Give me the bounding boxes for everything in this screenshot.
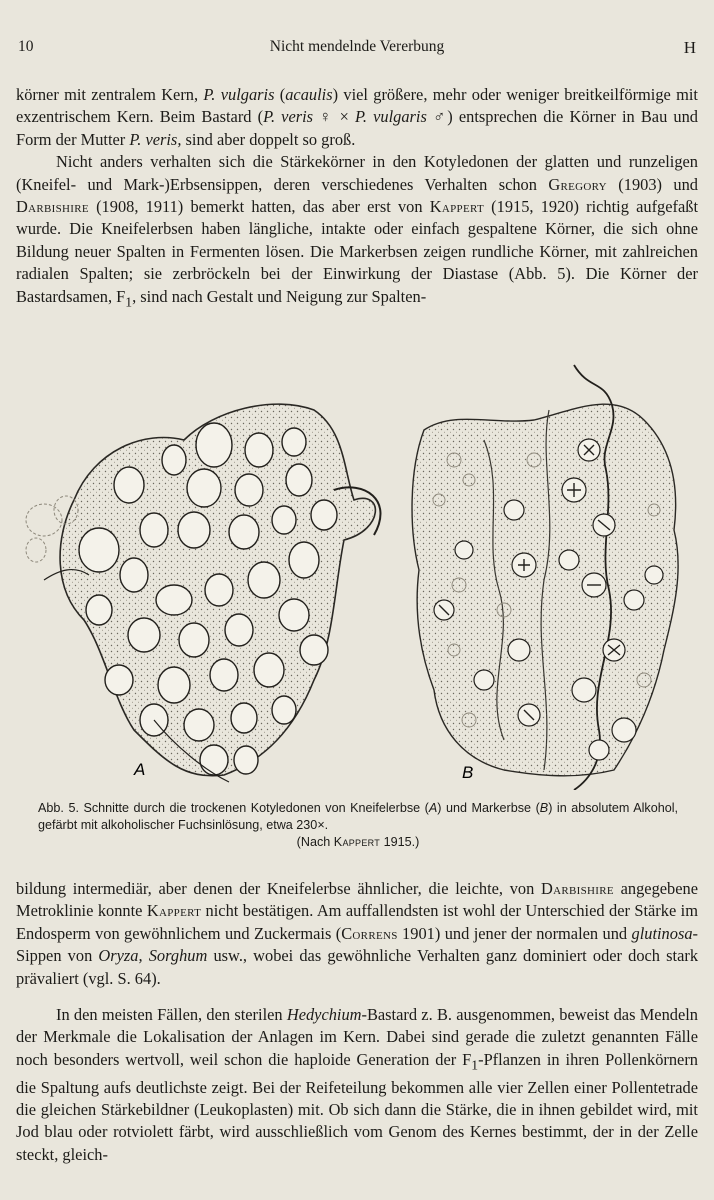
paragraph-4: In den meisten Fällen, den sterilen Hedychium-Bastard z. B. ausgenommen, beweist das Mendeln der Merkmale die Lokalisation der Anlagen im Kern. Dabei sind gerade die zuletzt genannten Fälle noch besonders wertvoll, weil schon die haploide Generation der $F_1$-Pflanzen in ihren Pollenkörnern die Spaltung aufs deutlichste zeigt. Bei der Reifeteilung bekommen alle vier Zellen einer Pollentetrade die gleichen Stärkebildner (Leukoplasten) mit. Ob sich dann die Stärke, die in ihnen gebildet wird, mit Jod blau oder rotviolett färbt, wird ausschließlich vom Genom des Kernes bestimmt, der in der Zelle steckt, gleich-	[16, 1005, 698, 1164]
panel-a-label: A	[134, 760, 146, 779]
figure-caption: Abb. 5. Schnitte durch die trockenen Kotyledonen von Kneifelerbse (A) und Markerbse (B) in absolutem Alkohol, gefärbt mit alkoholischer Fuchsinlösung, etwa 230×. (Nach Kappert 1915.)	[38, 801, 678, 849]
panel-a-drawing	[26, 404, 380, 782]
panel-b-label: B	[462, 763, 474, 782]
text-block-bottom	[16, 878, 698, 1166]
paragraph-3: bildung intermediär, aber denen der Kneifelerbse ähnlicher, die leichte, von Darbishire angegebene Metroklinie konnte Kappert nicht bestätigen. Am auffallendsten ist wohl der Unterschied der Stärke im Endosperm von gewöhnlichem und Zuckermais (Correns 1901) und jener der normalen und glutinosa-Sippen von Oryza, Sorghum usw., wobei das gewöhnliche Verhalten ganz dominiert oder doch stark prävaliert (vgl. S. 64).	[16, 879, 699, 988]
panel-b-drawing	[412, 365, 678, 790]
section-signature: H	[683, 38, 696, 57]
paragraph-2: Nicht anders verhalten sich die Stärkekörner in den Kotyledonen der glatten und runzeligen (Kneifel- und Mark-)Erbsensippen, deren verschiedenes Verhalten schon Gregory (1903) und Darbishire (1908, 1911) bemerkt hatten, das aber erst von Kappert (1915, 1920) richtig aufgefaßt wurde. Die Kneifelerbsen haben längliche, intakte oder einfach gespaltene Körner, die sich ohne Bildung neuer Spalten in Fermenten lösen. Die Markerbsen zeigen rundliche Körner, mit zahlreichen radialen Spalten; sie zerbröckeln bei der Einwirkung der Diastase (Abb. 5). Die Körner der Bastardsamen, $F_1$, sind nach Gestalt und Neigung zur Spalten-	[16, 152, 698, 309]
text-block-top	[16, 84, 698, 313]
page-number: 10	[18, 38, 34, 55]
running-title: Nicht mendelnde Vererbung	[269, 38, 445, 55]
page-header	[16, 38, 698, 60]
paragraph-1: körner mit zentralem Kern, P. vulgaris (acaulis) viel größere, mehr oder weniger breitkeilförmige mit exzentrischem Kern. Beim Bastard (P. veris ♀ × P. vulgaris ♂) entsprechen die Körner in Bau und Form der Mutter P. veris, sind aber doppelt so groß.	[16, 85, 698, 149]
figure-5	[14, 350, 700, 790]
figure-5-drawing	[14, 350, 700, 790]
